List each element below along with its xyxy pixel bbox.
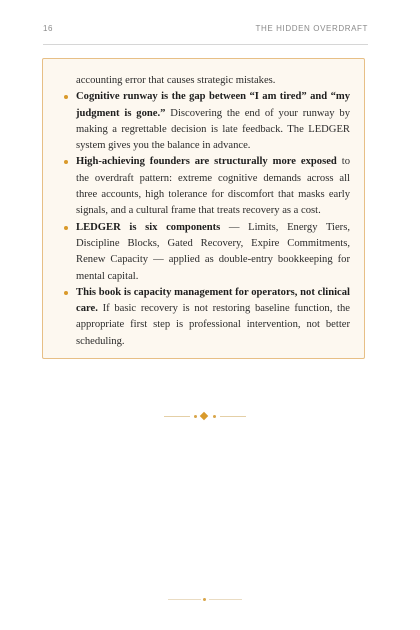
ornament-line-right [220,416,246,417]
takeaway-item [64,89,350,154]
diamond-icon [200,412,208,420]
key-takeaways-box [42,58,365,359]
footer-dot [203,598,206,601]
takeaway-bold: LEDGER is six components [76,221,221,233]
running-title: THE HIDDEN OVERDRAFT [255,24,368,33]
section-divider-ornament [164,412,246,422]
takeaway-bold: This book is capacity management for operators, not clinical care. [76,286,350,315]
footer-line-right [209,599,242,600]
bullet-icon [64,160,68,164]
takeaway-item [64,220,350,285]
takeaway-bold: Cognitive runway is the gap between “I am tired” and “my judgment is gone.” [76,91,350,119]
takeaway-bold: High-achieving founders are structurally more exposed [76,156,337,168]
takeaway-item [64,285,350,350]
bullet-icon [64,226,68,230]
continued-text: accounting error that causes strategic mistakes. [76,75,276,86]
page-number: 16 [43,24,54,33]
running-header [43,24,368,38]
takeaway-item [64,154,350,219]
takeaways-list [64,89,350,350]
header-rule [43,44,368,45]
takeaway-text: — Limits, Energy Tiers, Discipline Blocks, Gated Recovery, Expire Commitments, Renew Capacity — applied as double-entry bookkeeping for mental capital. [76,221,350,282]
takeaway-text: If basic recovery is not restoring baseline function, the appropriate first step is professional intervention, not better scheduling. [76,303,350,347]
bullet-icon [64,291,68,295]
takeaway-text: to the overdraft pattern: extreme cognitive demands across all three accounts, high tolerance for discomfort that masks early signals, and a cultural frame that treats recovery as a cost. [76,156,350,217]
takeaway-text: Discovering the end of your runway by making a regrettable decision is late feedback. The LEDGER system gives you the balance in advance. [76,107,350,152]
ornament-dot [194,415,197,418]
footer-ornament [168,597,242,603]
bullet-icon [64,95,68,99]
ornament-dot [213,415,216,418]
ornament-line-left [164,416,190,417]
footer-line-left [168,599,201,600]
